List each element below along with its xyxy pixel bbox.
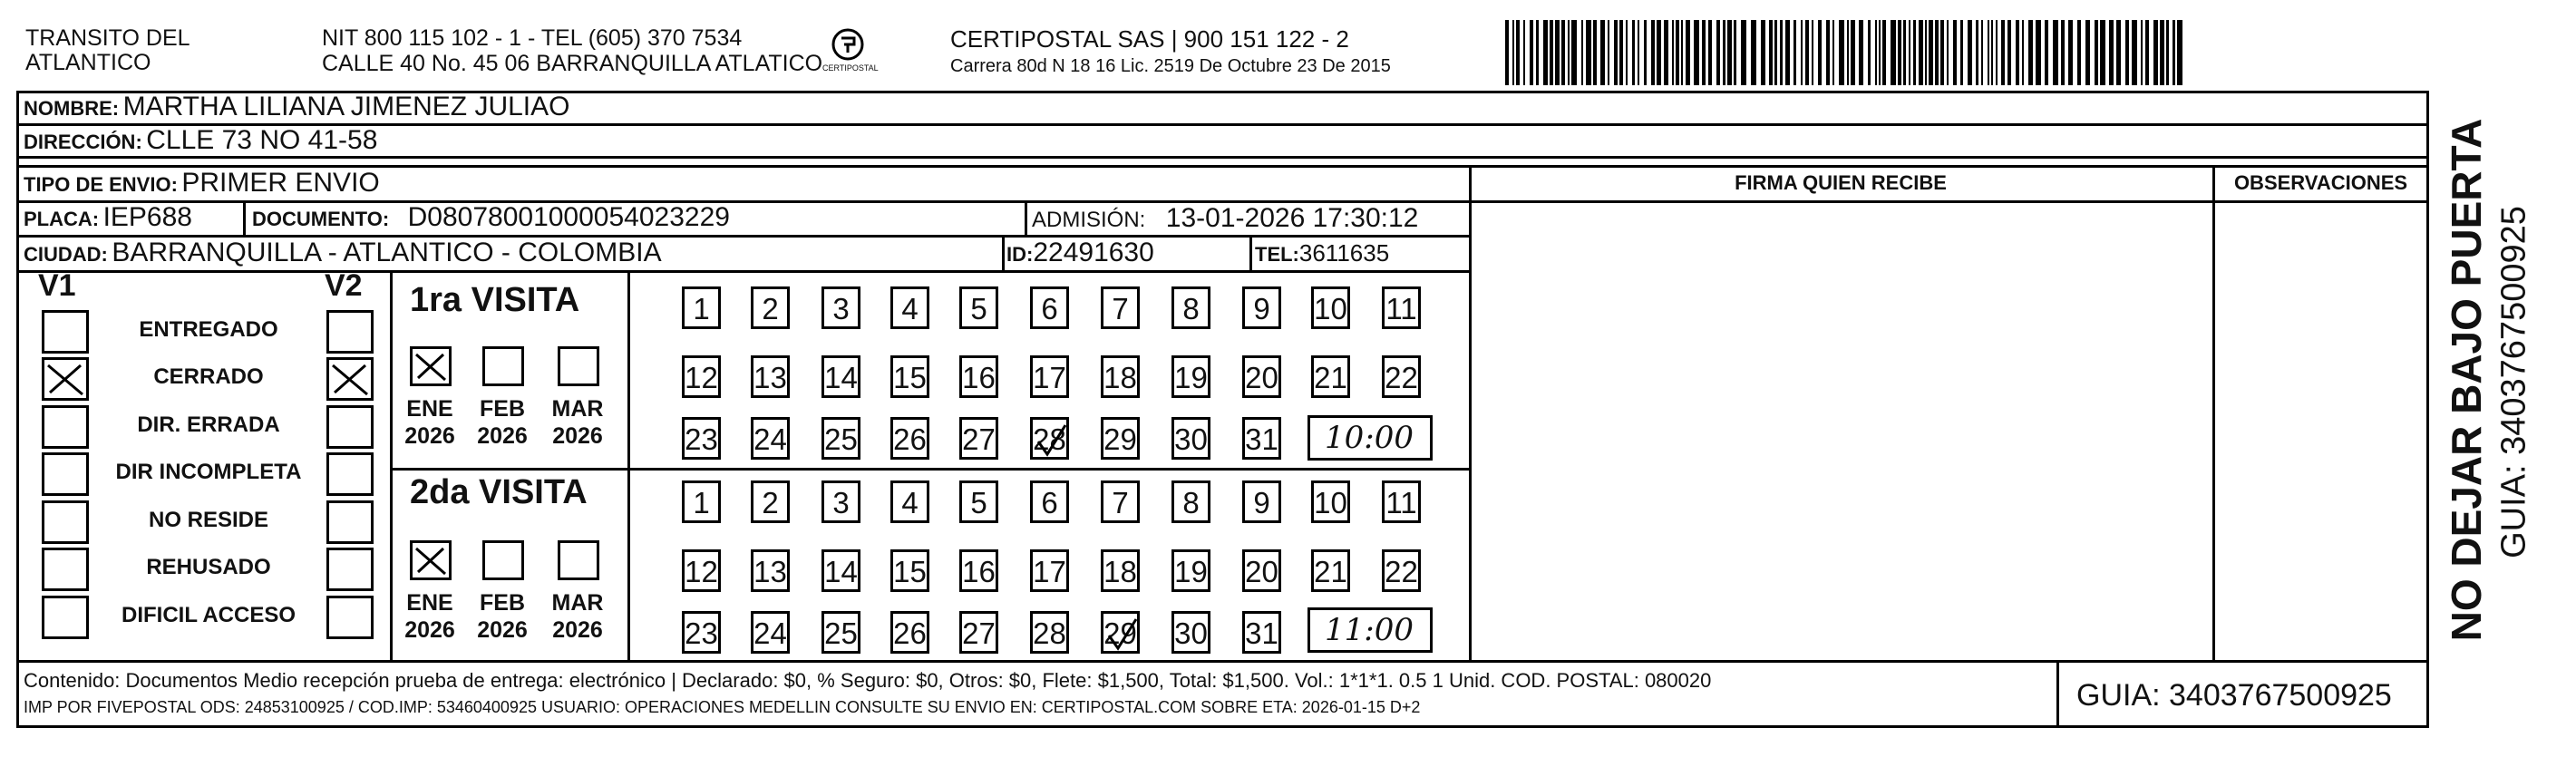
nombre-label: NOMBRE: bbox=[24, 97, 120, 120]
first-visit-day-4[interactable]: 4 bbox=[890, 286, 929, 329]
second-visit-month-name: ENE bbox=[406, 590, 453, 616]
org-name-line2: ATLANTICO bbox=[25, 50, 151, 75]
first-visit-month-name: FEB bbox=[480, 396, 525, 422]
first-visit-month-label bbox=[550, 395, 605, 450]
status-label: CERRADO bbox=[153, 364, 264, 389]
second-visit-day-14[interactable]: 14 bbox=[821, 549, 860, 592]
first-visit-day-26[interactable]: 26 bbox=[890, 417, 929, 460]
second-visit-day-29[interactable] bbox=[1101, 611, 1140, 654]
v2-checkbox[interactable] bbox=[326, 357, 374, 401]
ciudad-label: CIUDAD: bbox=[24, 243, 108, 266]
first-visit-month-year: 2026 bbox=[552, 423, 603, 449]
org-name-line1: TRANSITO DEL bbox=[25, 25, 190, 51]
second-visit-day-3[interactable]: 3 bbox=[821, 480, 860, 523]
second-visit-month-year: 2026 bbox=[404, 617, 455, 643]
first-visit-day-22[interactable]: 22 bbox=[1382, 355, 1421, 398]
second-visit-month-label bbox=[475, 589, 530, 644]
second-visit-month-year: 2026 bbox=[552, 617, 603, 643]
second-visit-day-25[interactable]: 25 bbox=[821, 611, 860, 654]
second-visit-day-2[interactable]: 2 bbox=[751, 480, 790, 523]
v1-checkbox[interactable] bbox=[42, 452, 89, 496]
documento-value: D08078001000054023229 bbox=[407, 202, 730, 232]
second-visit-day-13[interactable]: 13 bbox=[751, 549, 790, 592]
v1-label: V1 bbox=[38, 268, 76, 303]
second-visit-day-20[interactable]: 20 bbox=[1242, 549, 1281, 592]
day-check-mark bbox=[1035, 422, 1067, 467]
first-visit-day-25[interactable]: 25 bbox=[821, 417, 860, 460]
v1-checkbox[interactable] bbox=[42, 500, 89, 544]
first-visit-day-20[interactable]: 20 bbox=[1242, 355, 1281, 398]
direccion-value: CLLE 73 NO 41-58 bbox=[146, 125, 378, 155]
day-check-mark bbox=[1105, 616, 1138, 661]
day-number: 28 bbox=[1033, 422, 1066, 456]
placa-value: IEP688 bbox=[102, 202, 192, 232]
second-visit-month-checkbox-ene[interactable] bbox=[410, 540, 452, 580]
second-visit-day-21[interactable]: 21 bbox=[1311, 549, 1350, 592]
second-visit-month-checkbox-mar[interactable] bbox=[558, 540, 599, 580]
second-visit-day-27[interactable]: 27 bbox=[959, 611, 998, 654]
second-visit-month-label bbox=[550, 589, 605, 644]
first-visit-day-1[interactable]: 1 bbox=[682, 286, 721, 329]
status-label: DIR INCOMPLETA bbox=[115, 460, 302, 484]
admision-value: 13-01-2026 17:30:12 bbox=[1165, 203, 1419, 233]
v2-checkbox[interactable] bbox=[326, 596, 374, 639]
side-guia: GUIA: 3403767500925 bbox=[2494, 206, 2533, 558]
second-visit-day-12[interactable]: 12 bbox=[682, 549, 721, 592]
second-visit-day-18[interactable]: 18 bbox=[1101, 549, 1140, 592]
v2-checkbox[interactable] bbox=[326, 500, 374, 544]
nit-line: NIT 800 115 102 - 1 - TEL (605) 370 7534 bbox=[322, 25, 743, 51]
second-visit-day-23[interactable]: 23 bbox=[682, 611, 721, 654]
direccion-label: DIRECCIÓN: bbox=[24, 131, 142, 153]
id-label: ID: bbox=[1006, 243, 1034, 266]
footer-guia: GUIA: 3403767500925 bbox=[2076, 678, 2392, 713]
first-visit-day-5[interactable]: 5 bbox=[959, 286, 998, 329]
firma-header: FIRMA QUIEN RECIBE bbox=[1735, 171, 1947, 194]
second-visit-day-28[interactable]: 28 bbox=[1030, 611, 1069, 654]
first-visit-day-11[interactable]: 11 bbox=[1382, 286, 1421, 329]
second-visit-day-9[interactable]: 9 bbox=[1242, 480, 1281, 523]
status-label: NO RESIDE bbox=[148, 508, 269, 532]
first-visit-day-24[interactable]: 24 bbox=[751, 417, 790, 460]
second-visit-month-name: MAR bbox=[551, 590, 604, 616]
documento-field bbox=[252, 200, 730, 239]
v2-checkbox[interactable] bbox=[326, 548, 374, 591]
first-visit-day-31[interactable]: 31 bbox=[1242, 417, 1281, 460]
v2-checkbox[interactable] bbox=[326, 405, 374, 449]
second-visit-day-1[interactable]: 1 bbox=[682, 480, 721, 523]
first-visit-day-29[interactable]: 29 bbox=[1101, 417, 1140, 460]
second-visit-month-checkbox-feb[interactable] bbox=[482, 540, 524, 580]
placa-label: PLACA: bbox=[24, 208, 100, 230]
nombre-value: MARTHA LILIANA JIMENEZ JULIAO bbox=[122, 92, 570, 121]
contenido-text: Contenido: Documentos Medio recepción prueba de entrega: electrónico | Declarado: $0, % Seguro: $0, Otros: $0, Flete: $1,500, Total: $1,500. Vol.: 1*1*1. 0.5 1 Unid. COD. POSTAL: 080020 bbox=[24, 669, 1712, 692]
id-value: 22491630 bbox=[1033, 238, 1154, 267]
second-visit-month-name: FEB bbox=[480, 590, 525, 616]
v2-checkbox[interactable] bbox=[326, 452, 374, 496]
second-visit-day-4[interactable]: 4 bbox=[890, 480, 929, 523]
v1-checkbox[interactable] bbox=[42, 405, 89, 449]
second-visit-month-year: 2026 bbox=[477, 617, 528, 643]
second-visit-day-26[interactable]: 26 bbox=[890, 611, 929, 654]
status-label: DIFICIL ACCESO bbox=[121, 603, 296, 627]
first-visit-day-14[interactable]: 14 bbox=[821, 355, 860, 398]
first-visit-day-17[interactable]: 17 bbox=[1030, 355, 1069, 398]
company-line: CERTIPOSTAL SAS | 900 151 122 - 2 bbox=[950, 25, 1349, 53]
id-field bbox=[1006, 236, 1154, 275]
admision-label: ADMISIÓN: bbox=[1032, 208, 1146, 232]
ciudad-value: BARRANQUILLA - ATLANTICO - COLOMBIA bbox=[112, 238, 662, 267]
direccion-field bbox=[24, 124, 377, 161]
side-guia-wrapper bbox=[2492, 109, 2537, 653]
first-visit-day-30[interactable]: 30 bbox=[1171, 417, 1210, 460]
certipostal-logo bbox=[821, 25, 879, 82]
first-visit-day-8[interactable]: 8 bbox=[1171, 286, 1210, 329]
first-visit-month-checkbox-mar[interactable] bbox=[558, 346, 599, 386]
v1-checkbox[interactable] bbox=[42, 596, 89, 639]
second-visit-title: 2da VISITA bbox=[410, 473, 588, 511]
first-visit-day-18[interactable]: 18 bbox=[1101, 355, 1140, 398]
first-visit-day-15[interactable]: 15 bbox=[890, 355, 929, 398]
second-visit-day-11[interactable]: 11 bbox=[1382, 480, 1421, 523]
logo-text: CERTIPOSTAL bbox=[822, 63, 879, 73]
first-visit-time: 10:00 bbox=[1325, 420, 1414, 456]
nombre-field bbox=[24, 91, 569, 128]
second-visit-day-5[interactable]: 5 bbox=[959, 480, 998, 523]
first-visit-day-12[interactable]: 12 bbox=[682, 355, 721, 398]
second-visit-day-16[interactable]: 16 bbox=[959, 549, 998, 592]
second-visit-time: 11:00 bbox=[1325, 612, 1414, 648]
second-visit-month-label bbox=[403, 589, 457, 644]
second-visit-day-7[interactable]: 7 bbox=[1101, 480, 1140, 523]
first-visit-month-name: MAR bbox=[551, 396, 604, 422]
first-visit-day-7[interactable]: 7 bbox=[1101, 286, 1140, 329]
second-visit-day-19[interactable]: 19 bbox=[1171, 549, 1210, 592]
second-visit-day-17[interactable]: 17 bbox=[1030, 549, 1069, 592]
first-visit-month-year: 2026 bbox=[404, 423, 455, 449]
first-visit-day-21[interactable]: 21 bbox=[1311, 355, 1350, 398]
tipo-envio-label: TIPO DE ENVIO: bbox=[24, 173, 178, 196]
tel-label: TEL: bbox=[1255, 243, 1299, 266]
first-visit-time-box bbox=[1307, 415, 1433, 461]
second-visit-time-box bbox=[1307, 607, 1433, 653]
placa-field bbox=[24, 200, 192, 239]
first-visit-day-16[interactable]: 16 bbox=[959, 355, 998, 398]
first-visit-title: 1ra VISITA bbox=[410, 281, 580, 319]
first-visit-day-10[interactable]: 10 bbox=[1311, 286, 1350, 329]
tipo-envio-value: PRIMER ENVIO bbox=[181, 168, 380, 198]
tel-field bbox=[1255, 236, 1389, 275]
second-visit-day-15[interactable]: 15 bbox=[890, 549, 929, 592]
first-visit-day-3[interactable]: 3 bbox=[821, 286, 860, 329]
license-line: Carrera 80d N 18 16 Lic. 2519 De Octubre 23 De 2015 bbox=[950, 56, 1391, 76]
first-visit-month-year: 2026 bbox=[477, 423, 528, 449]
first-visit-day-23[interactable]: 23 bbox=[682, 417, 721, 460]
second-visit-day-6[interactable]: 6 bbox=[1030, 480, 1069, 523]
day-number: 29 bbox=[1103, 616, 1137, 650]
second-visit-day-31[interactable]: 31 bbox=[1242, 611, 1281, 654]
first-visit-day-9[interactable]: 9 bbox=[1242, 286, 1281, 329]
first-visit-day-19[interactable]: 19 bbox=[1171, 355, 1210, 398]
admision-field bbox=[1032, 201, 1418, 240]
barcode bbox=[1505, 20, 2194, 85]
v1-checkbox[interactable] bbox=[42, 548, 89, 591]
second-visit-day-8[interactable]: 8 bbox=[1171, 480, 1210, 523]
tel-value: 3611635 bbox=[1298, 239, 1390, 267]
first-visit-month-checkbox-ene[interactable] bbox=[410, 346, 452, 386]
v2-label: V2 bbox=[325, 268, 363, 303]
v1-checkbox[interactable] bbox=[42, 310, 89, 354]
address-line: CALLE 40 No. 45 06 BARRANQUILLA ATLATICO bbox=[322, 51, 823, 76]
second-visit-day-10[interactable]: 10 bbox=[1311, 480, 1350, 523]
first-visit-day-13[interactable]: 13 bbox=[751, 355, 790, 398]
status-label: REHUSADO bbox=[146, 555, 271, 579]
first-visit-month-name: ENE bbox=[406, 396, 453, 422]
observaciones-header: OBSERVACIONES bbox=[2233, 171, 2408, 194]
imp-text: IMP POR FIVEPOSTAL ODS: 24853100925 / COD.IMP: 53460400925 USUARIO: OPERACIONES MEDELLIN CONSULTE SU ENVIO EN: CERTIPOSTAL.COM SOBRE ETA: 2026-01-15 D+2 bbox=[24, 698, 1421, 716]
second-visit-day-22[interactable]: 22 bbox=[1382, 549, 1421, 592]
v2-checkbox[interactable] bbox=[326, 310, 374, 354]
documento-label: DOCUMENTO: bbox=[252, 208, 390, 230]
first-visit-month-label bbox=[475, 395, 530, 450]
v1-checkbox[interactable] bbox=[42, 357, 89, 401]
first-visit-day-27[interactable]: 27 bbox=[959, 417, 998, 460]
status-label: ENTREGADO bbox=[139, 317, 278, 342]
first-visit-month-checkbox-feb[interactable] bbox=[482, 346, 524, 386]
side-warning: NO DEJAR BAJO PUERTA bbox=[2443, 118, 2490, 642]
first-visit-day-28[interactable] bbox=[1030, 417, 1069, 460]
side-warning-wrapper bbox=[2439, 109, 2493, 653]
first-visit-month-label bbox=[403, 395, 457, 450]
first-visit-day-6[interactable]: 6 bbox=[1030, 286, 1069, 329]
second-visit-day-30[interactable]: 30 bbox=[1171, 611, 1210, 654]
status-label: DIR. ERRADA bbox=[137, 412, 280, 437]
second-visit-day-24[interactable]: 24 bbox=[751, 611, 790, 654]
first-visit-day-2[interactable]: 2 bbox=[751, 286, 790, 329]
